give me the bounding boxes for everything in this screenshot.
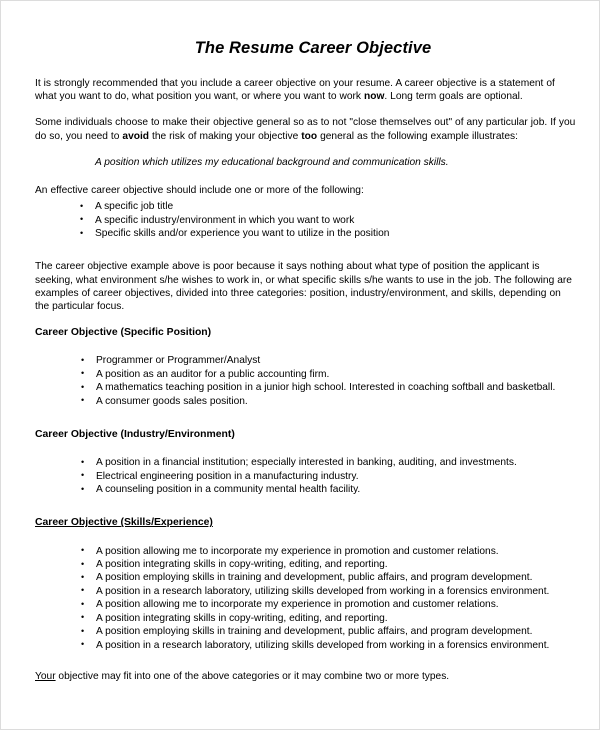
industry-environment-list (35, 456, 577, 496)
list-item-text: A position integrating skills in copy-writing, editing, and reporting. (96, 612, 388, 624)
list-item (35, 381, 577, 394)
list-item (35, 214, 577, 227)
document-content (35, 39, 577, 683)
closing-text: objective may fit into one of the above categories or it may combine two or more types. (55, 670, 450, 682)
intro-2-emphasis-avoid: avoid (122, 130, 150, 142)
list-item-text: A specific job title (95, 201, 174, 213)
list-item-text: A position as an auditor for a public accounting firm. (96, 368, 330, 380)
specific-position-list (35, 354, 577, 408)
section-heading-industry-environment: Career Objective (Industry/Environment) (35, 429, 235, 441)
list-item-text: A counseling position in a community mental health facility. (96, 484, 361, 496)
intro-2-text-before: Some individuals choose to make their objective general so as to not "close themselves out" of any particular job. If you do so, you need to (35, 117, 576, 142)
list-item (35, 612, 577, 625)
list-item (35, 395, 577, 408)
section-heading-specific-position: Career Objective (Specific Position) (35, 327, 212, 339)
closing-underlined-word: Your (35, 670, 56, 682)
list-item (35, 639, 577, 652)
list-item-text: A mathematics teaching position in a junior high school. Interested in coaching softball and basketball. (96, 382, 556, 394)
intro-1-text-after: . Long term goals are optional. (384, 91, 523, 103)
critique-paragraph: The career objective example above is poor because it says nothing about what type of position the applicant is seeking, what environment s/he wishes to work in, or what specific skills s/he wants to use in the job. The following are examples of career objectives, divided into three categories: position, industry/environment, and skills, depending on the particular focus. (35, 261, 572, 313)
intro-paragraph-2 (35, 116, 577, 142)
intro-2-emphasis-too: too (301, 130, 318, 142)
intro-2-text-after: general as the following example illustrates: (317, 130, 518, 142)
list-item-text: A position in a financial institution; especially interested in banking, auditing, and investments. (96, 457, 517, 469)
list-item (35, 470, 577, 483)
list-item-text: A position in a research laboratory, utilizing skills developed from working in a forensics environment. (96, 585, 550, 597)
list-item-text: Electrical engineering position in a manufacturing industry. (96, 470, 359, 482)
list-item (35, 456, 577, 469)
effective-objective-list (35, 200, 577, 240)
list-item-text: A position allowing me to incorporate my experience in promotion and customer relations. (96, 545, 499, 557)
intro-1-emphasis: now (364, 91, 385, 103)
list-item (35, 585, 577, 598)
list-item (35, 200, 577, 213)
list-item (35, 625, 577, 638)
list-item-text: A position allowing me to incorporate my experience in promotion and customer relations. (96, 599, 499, 611)
list-item-text: A consumer goods sales position. (96, 395, 248, 407)
list-item-text: Programmer or Programmer/Analyst (96, 355, 261, 367)
intro-paragraph-1 (35, 77, 577, 103)
page-title: The Resume Career Objective (194, 39, 432, 57)
effective-objective-lead-in: An effective career objective should include one or more of the following: (35, 184, 364, 196)
list-item (35, 354, 577, 367)
section-heading-skills-experience: Career Objective (Skills/Experience) (35, 517, 213, 529)
list-item (35, 598, 577, 611)
list-item-text: A position in a research laboratory, utilizing skills developed from working in a forensics environment. (96, 639, 550, 651)
list-item-text: A specific industry/environment in which you want to work (95, 214, 355, 226)
intro-2-text-middle: the risk of making your objective (149, 130, 302, 142)
list-item (35, 368, 577, 381)
list-item (35, 571, 577, 584)
list-item (35, 558, 577, 571)
closing-paragraph (35, 670, 577, 683)
list-item (35, 483, 577, 496)
list-item-text: A position employing skills in training and development, public affairs, and program development. (96, 572, 533, 584)
list-item-text: A position employing skills in training and development, public affairs, and program development. (96, 626, 533, 638)
list-item-text: A position integrating skills in copy-writing, editing, and reporting. (96, 559, 388, 571)
example-objective-text: A position which utilizes my educational background and communication skills. (95, 156, 449, 168)
list-item (35, 227, 577, 240)
intro-1-text-before: It is strongly recommended that you include a career objective on your resume. A career objective is a statement of what you want to do, what position you want, or where you want to work (35, 77, 555, 103)
list-item (35, 545, 577, 558)
list-item-text: Specific skills and/or experience you want to utilize in the position (95, 228, 390, 239)
skills-experience-list (35, 545, 577, 652)
